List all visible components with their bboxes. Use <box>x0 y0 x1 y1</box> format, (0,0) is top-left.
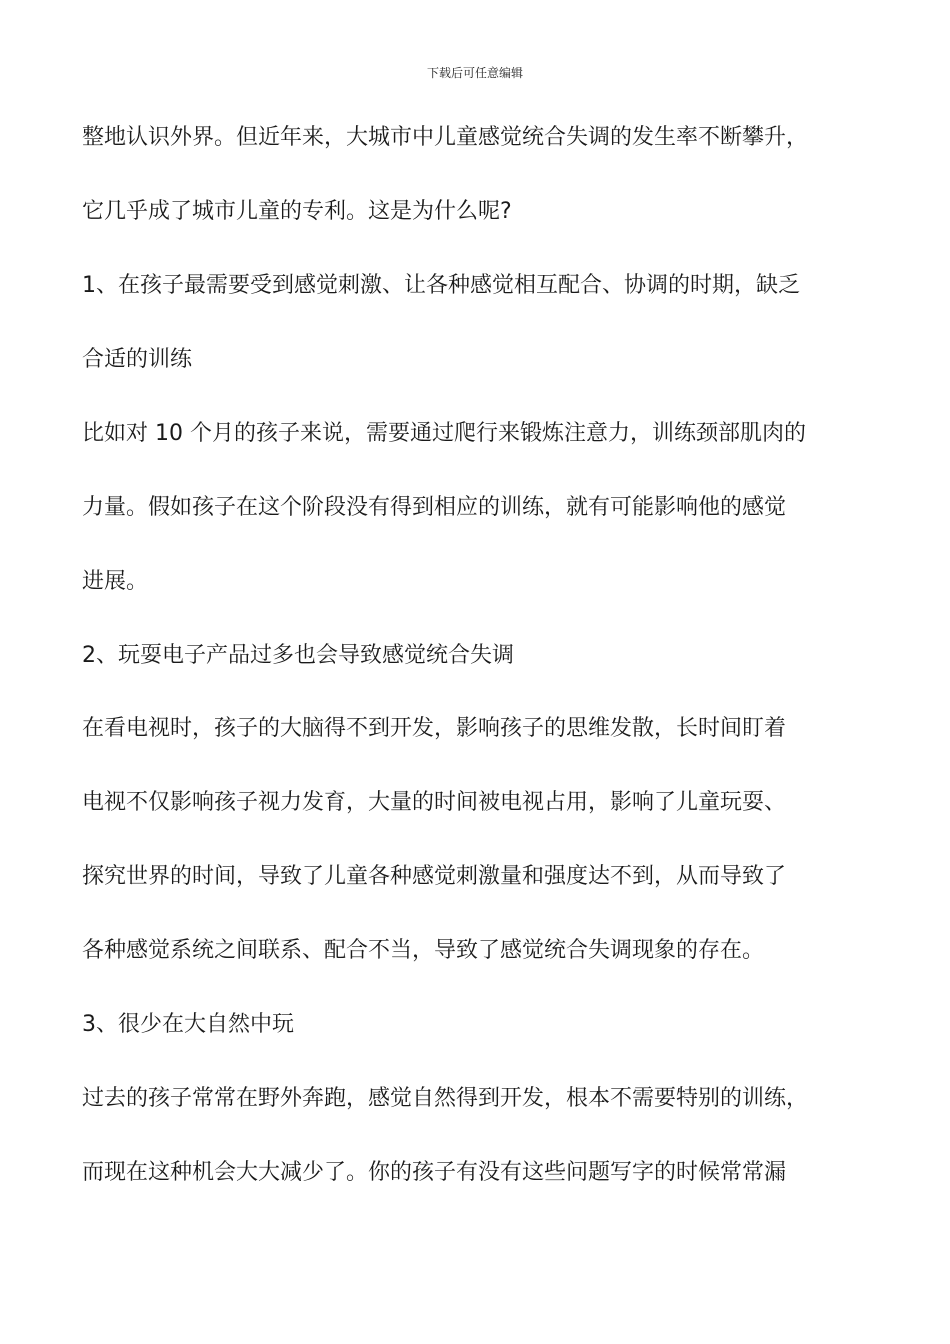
page-header: 下载后可任意编辑 <box>426 66 523 80</box>
text-line: 力量。假如孩子在这个阶段没有得到相应的训练，就有可能影响他的感觉 <box>82 495 787 520</box>
text-line: 而现在这种机会大大减少了。你的孩子有没有这些问题写字的时候常常漏 <box>82 1160 787 1185</box>
text-line: 1、在孩子最需要受到感觉刺激、让各种感觉相互配合、协调的时期，缺乏 <box>82 273 800 298</box>
text-line: 各种感觉系统之间联系、配合不当，导致了感觉统合失调现象的存在。 <box>82 938 765 963</box>
text-line: 探究世界的时间，导致了儿童各种感觉刺激量和强度达不到，从而导致了 <box>82 864 787 889</box>
text-line: 3、很少在大自然中玩 <box>82 1012 294 1037</box>
text-line: 在看电视时，孩子的大脑得不到开发，影响孩子的思维发散，长时间盯着 <box>82 716 787 741</box>
text-line: 进展。 <box>82 569 149 594</box>
text-line: 比如对 10 个月的孩子来说，需要通过爬行来锻炼注意力，训练颈部肌肉的 <box>82 421 806 446</box>
text-line: 2、玩耍电子产品过多也会导致感觉统合失调 <box>82 643 514 668</box>
text-line: 过去的孩子常常在野外奔跑，感觉自然得到开发，根本不需要特别的训练， <box>82 1086 809 1111</box>
text-line: 合适的训练 <box>82 347 193 372</box>
text-line: 电视不仅影响孩子视力发育，大量的时间被电视占用，影响了儿童玩耍、 <box>82 790 787 815</box>
text-line: 它几乎成了城市儿童的专利。这是为什么呢? <box>82 199 512 224</box>
text-line: 整地认识外界。但近年来，大城市中儿童感觉统合失调的发生率不断攀升， <box>82 125 809 150</box>
